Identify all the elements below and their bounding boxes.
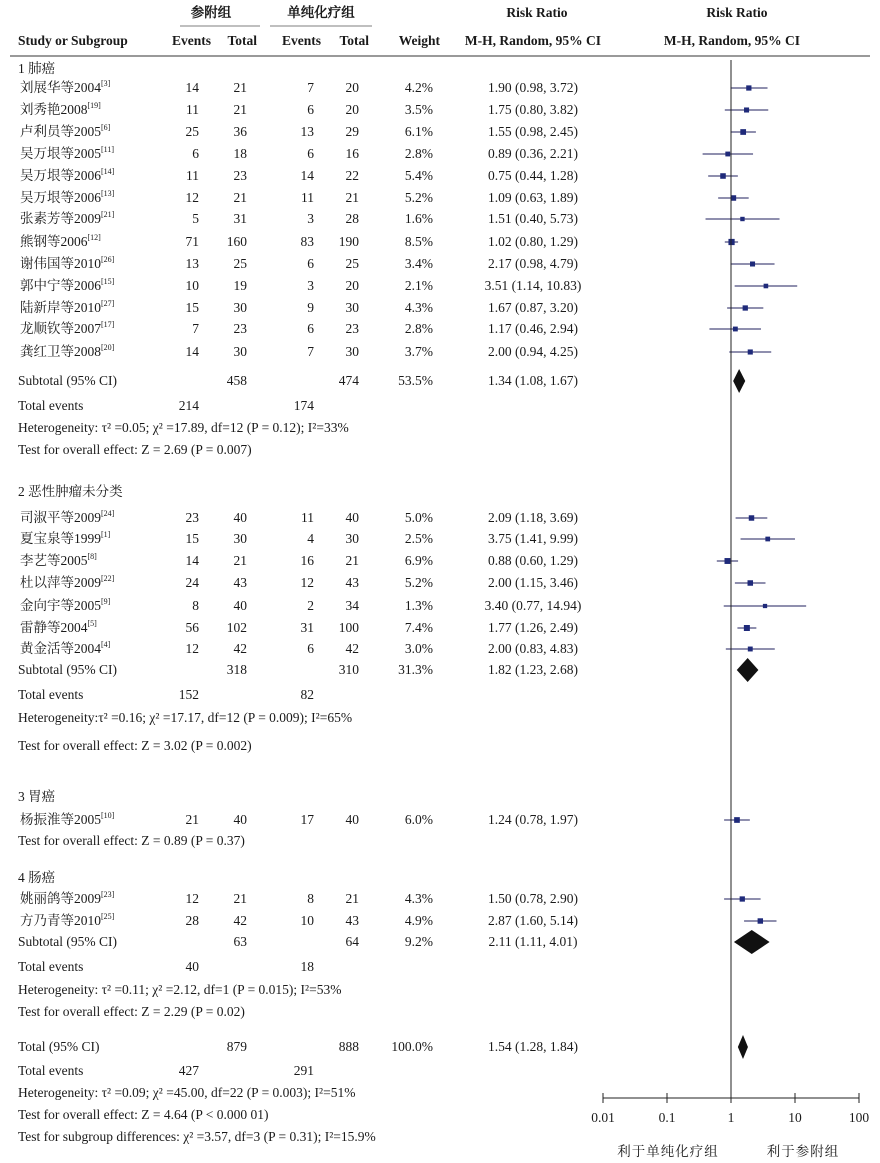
study-risk-ratio: 1.55 (0.98, 2.45)	[488, 124, 578, 139]
study-weight: 2.8%	[404, 146, 433, 161]
study-weight: 3.7%	[404, 344, 433, 359]
subtotal-risk-ratio: 1.34 (1.08, 1.67)	[488, 373, 578, 388]
study-weight: 4.3%	[404, 300, 433, 315]
total-group2: 21	[345, 553, 359, 568]
subtotal-total2: 310	[338, 662, 359, 677]
subtotal-total2: 64	[345, 934, 359, 949]
point-estimate-square	[740, 896, 745, 901]
study-name: 杜以萍等2009[22]	[20, 574, 115, 590]
overall-statistics: Heterogeneity: τ² =0.09; χ² =45.00, df=22 (P = 0.003); I²=51%	[18, 1085, 356, 1100]
overall-events-group2: 291	[293, 1063, 314, 1078]
study-weight: 6.9%	[404, 553, 433, 568]
events-group2: 4	[307, 531, 314, 546]
events-group2: 7	[307, 80, 314, 95]
total-events-group1: 152	[178, 687, 199, 702]
total-group1: 21	[233, 80, 247, 95]
events-group2: 6	[307, 146, 314, 161]
x-tick-label: 100	[848, 1110, 870, 1125]
pooled-estimate-diamond	[738, 1035, 748, 1059]
total-group1: 18	[233, 146, 247, 161]
events-group2: 31	[300, 620, 314, 635]
point-estimate-square	[746, 85, 751, 90]
total-group2: 20	[345, 102, 359, 117]
events-group1: 71	[185, 234, 199, 249]
study-weight: 4.2%	[404, 80, 433, 95]
study-name: 刘秀艳2008[19]	[20, 101, 101, 117]
subgroup-statistics: Heterogeneity:τ² =0.16; χ² =17.17, df=12 (P = 0.009); I²=65%	[18, 710, 353, 725]
events-group2: 6	[307, 256, 314, 271]
events-group2: 7	[307, 344, 314, 359]
point-estimate-square	[740, 217, 744, 221]
study-weight: 5.0%	[404, 510, 433, 525]
study-risk-ratio: 3.75 (1.41, 9.99)	[488, 531, 578, 546]
study-risk-ratio: 2.17 (0.98, 4.79)	[488, 256, 578, 271]
total-group1: 42	[233, 913, 247, 928]
overall-total2: 888	[338, 1039, 359, 1054]
x-tick-label: 10	[788, 1110, 802, 1125]
overall-statistics: Test for subgroup differences: χ² =3.57, df=3 (P = 0.31); I²=15.9%	[18, 1129, 376, 1144]
overall-weight: 100.0%	[391, 1039, 433, 1054]
x-tick-label: 0.01	[591, 1110, 615, 1125]
events-group1: 11	[186, 102, 199, 117]
study-risk-ratio: 2.00 (0.94, 4.25)	[488, 344, 578, 359]
point-estimate-square	[725, 152, 730, 157]
subgroup-statistics: Test for overall effect: Z = 2.69 (P = 0.007)	[18, 442, 252, 457]
point-estimate-square	[725, 558, 731, 564]
total-events-group1: 40	[185, 959, 199, 974]
events-group1: 15	[185, 300, 199, 315]
overall-events-label: Total events	[18, 1063, 84, 1078]
total-events-label: Total events	[18, 687, 84, 702]
total-group1: 21	[233, 891, 247, 906]
plot-marks	[703, 60, 807, 1098]
pooled-estimate-diamond	[733, 369, 745, 393]
events-group1: 5	[192, 211, 199, 226]
rr-column-title: Risk Ratio	[506, 5, 568, 20]
favors-left-label: 利于单纯化疗组	[617, 1144, 719, 1159]
point-estimate-square	[748, 580, 754, 586]
point-estimate-square	[733, 327, 738, 332]
point-estimate-square	[765, 537, 770, 542]
total-group2: 43	[345, 913, 359, 928]
study-risk-ratio: 1.77 (1.26, 2.49)	[488, 620, 578, 635]
study-weight: 3.4%	[404, 256, 433, 271]
total-group2: 29	[345, 124, 359, 139]
study-name: 吴万垠等2006[13]	[20, 189, 115, 205]
study-risk-ratio: 2.09 (1.18, 3.69)	[488, 510, 578, 525]
point-estimate-square	[749, 515, 754, 520]
total-group2: 23	[345, 321, 359, 336]
total-group2: 30	[345, 344, 359, 359]
total-events-label: Total events	[18, 959, 84, 974]
col-events2-header: Events	[281, 33, 321, 48]
total-group1: 23	[233, 168, 247, 183]
study-name: 陆新岸等2010[27]	[20, 299, 115, 315]
overall-risk-ratio: 1.54 (1.28, 1.84)	[488, 1039, 578, 1054]
subtotal-label: Subtotal (95% CI)	[18, 934, 117, 949]
study-name: 金向宇等2005[9]	[20, 597, 111, 613]
favors-right-label: 利于参附组	[766, 1144, 840, 1159]
subtotal-weight: 31.3%	[398, 662, 433, 677]
total-group1: 36	[233, 124, 247, 139]
study-name: 熊钢等2006[12]	[20, 233, 101, 249]
total-group1: 21	[233, 553, 247, 568]
study-weight: 2.1%	[404, 278, 433, 293]
total-group2: 34	[345, 598, 359, 613]
study-name: 张素芳等2009[21]	[20, 210, 115, 226]
point-estimate-square	[743, 305, 748, 310]
point-estimate-square	[750, 261, 755, 266]
events-group1: 8	[192, 598, 199, 613]
total-group1: 30	[233, 300, 247, 315]
study-risk-ratio: 1.24 (0.78, 1.97)	[488, 812, 578, 827]
total-group1: 40	[233, 812, 247, 827]
total-group2: 16	[345, 146, 359, 161]
point-estimate-square	[748, 647, 753, 652]
events-group1: 15	[185, 531, 199, 546]
study-risk-ratio: 1.17 (0.46, 2.94)	[488, 321, 578, 336]
subtotal-risk-ratio: 1.82 (1.23, 2.68)	[488, 662, 578, 677]
study-name: 姚丽鸽等2009[23]	[20, 890, 115, 906]
study-weight: 4.9%	[404, 913, 433, 928]
events-group2: 12	[300, 575, 314, 590]
overall-statistics: Test for overall effect: Z = 4.64 (P < 0.000 01)	[18, 1107, 269, 1122]
total-group1: 43	[233, 575, 247, 590]
study-name: 刘展华等2004[3]	[20, 79, 111, 95]
total-group2: 30	[345, 300, 359, 315]
total-group2: 40	[345, 812, 359, 827]
subtotal-weight: 9.2%	[404, 934, 433, 949]
events-group2: 2	[307, 598, 314, 613]
events-group2: 6	[307, 321, 314, 336]
study-weight: 6.1%	[404, 124, 433, 139]
point-estimate-square	[740, 129, 746, 135]
point-estimate-square	[748, 349, 753, 354]
col-weight-header: Weight	[398, 33, 440, 48]
study-name: 李艺等2005[8]	[20, 552, 97, 568]
total-group2: 40	[345, 510, 359, 525]
total-group1: 40	[233, 598, 247, 613]
total-group2: 21	[345, 891, 359, 906]
events-group2: 11	[301, 190, 314, 205]
total-group2: 20	[345, 80, 359, 95]
total-group2: 43	[345, 575, 359, 590]
study-risk-ratio: 1.02 (0.80, 1.29)	[488, 234, 578, 249]
total-group1: 102	[226, 620, 247, 635]
point-estimate-square	[728, 239, 734, 245]
subgroup-title: 3 胃癌	[18, 789, 56, 804]
events-group2: 16	[300, 553, 314, 568]
point-estimate-square	[744, 107, 749, 112]
subtotal-total1: 63	[233, 934, 247, 949]
study-weight: 1.6%	[404, 211, 433, 226]
events-group1: 13	[185, 256, 199, 271]
events-group2: 17	[300, 812, 314, 827]
subgroup-title: 4 肠癌	[18, 870, 56, 885]
study-risk-ratio: 0.89 (0.36, 2.21)	[488, 146, 578, 161]
total-group1: 160	[226, 234, 247, 249]
col-total2-header: Total	[339, 33, 369, 48]
total-group2: 28	[345, 211, 359, 226]
study-name: 方乃青等2010[25]	[20, 912, 115, 928]
pooled-estimate-diamond	[737, 658, 759, 682]
group2-header: 单纯化疗组	[287, 5, 355, 20]
events-group1: 6	[192, 146, 199, 161]
group1-header: 参附组	[190, 5, 232, 20]
subtotal-total2: 474	[338, 373, 359, 388]
total-group1: 40	[233, 510, 247, 525]
study-name: 郭中宁等2006[15]	[20, 277, 115, 293]
study-risk-ratio: 0.88 (0.60, 1.29)	[488, 553, 578, 568]
total-group1: 30	[233, 531, 247, 546]
study-name: 吴万垠等2006[14]	[20, 167, 115, 183]
events-group1: 21	[185, 812, 199, 827]
events-group1: 23	[185, 510, 199, 525]
point-estimate-square	[758, 918, 763, 923]
study-weight: 3.0%	[404, 641, 433, 656]
total-group1: 30	[233, 344, 247, 359]
point-estimate-square	[734, 817, 740, 823]
study-risk-ratio: 1.90 (0.98, 3.72)	[488, 80, 578, 95]
total-group1: 21	[233, 102, 247, 117]
events-group1: 24	[185, 575, 199, 590]
subtotal-label: Subtotal (95% CI)	[18, 662, 117, 677]
study-weight: 2.5%	[404, 531, 433, 546]
study-name: 雷静等2004[5]	[20, 619, 97, 635]
subgroup-statistics: Test for overall effect: Z = 0.89 (P = 0.37)	[18, 833, 245, 848]
pooled-estimate-diamond	[734, 930, 770, 954]
total-events-group2: 174	[293, 398, 314, 413]
study-risk-ratio: 1.50 (0.78, 2.90)	[488, 891, 578, 906]
total-group2: 25	[345, 256, 359, 271]
events-group1: 28	[185, 913, 199, 928]
subtotal-total1: 318	[226, 662, 247, 677]
study-name: 杨振淮等2005[10]	[20, 811, 115, 827]
subtotal-total1: 458	[226, 373, 247, 388]
events-group1: 12	[185, 891, 199, 906]
subgroup-statistics: Heterogeneity: τ² =0.05; χ² =17.89, df=12 (P = 0.12); I²=33%	[18, 420, 349, 435]
total-group1: 42	[233, 641, 247, 656]
study-risk-ratio: 0.75 (0.44, 1.28)	[488, 168, 578, 183]
events-group1: 11	[186, 168, 199, 183]
study-weight: 1.3%	[404, 598, 433, 613]
events-group1: 14	[185, 80, 199, 95]
subgroup-statistics: Test for overall effect: Z = 2.29 (P = 0.02)	[18, 1004, 245, 1019]
study-risk-ratio: 3.40 (0.77, 14.94)	[484, 598, 582, 613]
events-group1: 12	[185, 641, 199, 656]
study-weight: 4.3%	[404, 891, 433, 906]
study-risk-ratio: 1.51 (0.40, 5.73)	[488, 211, 578, 226]
total-events-group2: 18	[300, 959, 314, 974]
events-group2: 10	[300, 913, 314, 928]
events-group2: 14	[300, 168, 314, 183]
study-weight: 5.2%	[404, 190, 433, 205]
col-plot-method-header: M-H, Random, 95% CI	[663, 33, 801, 48]
events-group1: 12	[185, 190, 199, 205]
study-risk-ratio: 2.00 (0.83, 4.83)	[488, 641, 578, 656]
subgroup-statistics: Heterogeneity: τ² =0.11; χ² =2.12, df=1 (P = 0.015); I²=53%	[18, 982, 342, 997]
study-weight: 7.4%	[404, 620, 433, 635]
study-weight: 6.0%	[404, 812, 433, 827]
study-name: 龙顺钦等2007[17]	[20, 320, 115, 336]
study-weight: 3.5%	[404, 102, 433, 117]
study-name: 龚红卫等2008[20]	[20, 343, 115, 359]
study-risk-ratio: 1.09 (0.63, 1.89)	[488, 190, 578, 205]
events-group1: 7	[192, 321, 199, 336]
events-group2: 6	[307, 641, 314, 656]
total-group1: 31	[233, 211, 247, 226]
total-group1: 23	[233, 321, 247, 336]
events-group1: 25	[185, 124, 199, 139]
study-name: 夏宝泉等1999[1]	[20, 530, 111, 546]
study-name: 谢伟国等2010[26]	[20, 255, 115, 271]
col-study-header: Study or Subgroup	[18, 33, 128, 48]
total-group2: 21	[345, 190, 359, 205]
col-total1-header: Total	[227, 33, 257, 48]
col-method-header: M-H, Random, 95% CI	[464, 33, 602, 48]
total-group1: 19	[233, 278, 247, 293]
study-weight: 5.2%	[404, 575, 433, 590]
study-risk-ratio: 3.51 (1.14, 10.83)	[484, 278, 582, 293]
x-tick-label: 0.1	[658, 1110, 676, 1125]
subtotal-risk-ratio: 2.11 (1.11, 4.01)	[488, 934, 578, 949]
study-name: 黄金活等2004[4]	[20, 640, 111, 656]
total-group2: 22	[345, 168, 359, 183]
events-group1: 10	[185, 278, 199, 293]
study-name: 司淑平等2009[24]	[20, 509, 115, 525]
total-group2: 20	[345, 278, 359, 293]
subgroup-title: 1 肺癌	[18, 61, 56, 76]
events-group2: 9	[307, 300, 314, 315]
col-events1-header: Events	[171, 33, 211, 48]
total-group1: 21	[233, 190, 247, 205]
study-weight: 2.8%	[404, 321, 433, 336]
overall-label: Total (95% CI)	[18, 1039, 100, 1054]
x-axis	[591, 1093, 869, 1159]
total-group1: 25	[233, 256, 247, 271]
overall-total1: 879	[226, 1039, 247, 1054]
events-group2: 11	[301, 510, 314, 525]
point-estimate-square	[764, 284, 769, 289]
events-group1: 14	[185, 553, 199, 568]
events-group1: 14	[185, 344, 199, 359]
subtotal-label: Subtotal (95% CI)	[18, 373, 117, 388]
subgroup-statistics: Test for overall effect: Z = 3.02 (P = 0.002)	[18, 738, 252, 753]
subtotal-weight: 53.5%	[398, 373, 433, 388]
events-group2: 8	[307, 891, 314, 906]
overall-events-group1: 427	[178, 1063, 199, 1078]
events-group2: 13	[300, 124, 314, 139]
events-group2: 3	[307, 278, 314, 293]
study-name: 卢利员等2005[6]	[20, 123, 111, 139]
total-group2: 42	[345, 641, 359, 656]
events-group2: 6	[307, 102, 314, 117]
study-name: 吴万垠等2005[11]	[20, 145, 115, 161]
plot-column-title: Risk Ratio	[706, 5, 768, 20]
total-group2: 30	[345, 531, 359, 546]
point-estimate-square	[744, 625, 750, 631]
total-group2: 190	[338, 234, 359, 249]
events-group1: 56	[185, 620, 199, 635]
point-estimate-square	[720, 173, 726, 179]
x-tick-label: 1	[727, 1110, 735, 1125]
total-events-group2: 82	[300, 687, 314, 702]
total-group2: 100	[338, 620, 359, 635]
study-weight: 8.5%	[404, 234, 433, 249]
total-events-group1: 214	[178, 398, 199, 413]
study-risk-ratio: 1.67 (0.87, 3.20)	[488, 300, 578, 315]
study-risk-ratio: 2.00 (1.15, 3.46)	[488, 575, 578, 590]
subgroup-title: 2 恶性肿瘤未分类	[18, 484, 123, 499]
point-estimate-square	[763, 604, 767, 608]
events-group2: 3	[307, 211, 314, 226]
study-risk-ratio: 2.87 (1.60, 5.14)	[488, 913, 578, 928]
study-risk-ratio: 1.75 (0.80, 3.82)	[488, 102, 578, 117]
study-weight: 5.4%	[404, 168, 433, 183]
table-body	[18, 60, 581, 1144]
total-events-label: Total events	[18, 398, 84, 413]
events-group2: 83	[300, 234, 314, 249]
